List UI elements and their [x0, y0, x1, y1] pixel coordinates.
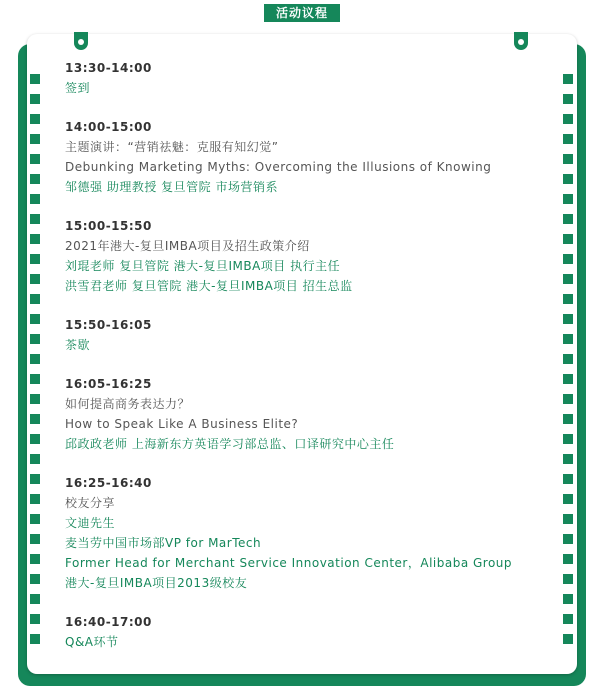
agenda-line: Q&A环节	[65, 635, 119, 649]
binding-mark-icon	[30, 634, 40, 644]
binding-mark-icon	[30, 214, 40, 224]
agenda-time: 16:40-17:00	[65, 615, 152, 629]
binding-mark-icon	[30, 314, 40, 324]
agenda-line: 港大-复旦IMBA项目2013级校友	[65, 576, 248, 590]
binding-mark-icon	[30, 394, 40, 404]
agenda-line: 校友分享	[65, 496, 116, 510]
binding-mark-icon	[30, 474, 40, 484]
agenda-time: 16:25-16:40	[65, 476, 152, 490]
agenda-line: 如何提高商务表达力？	[65, 397, 191, 411]
agenda-item	[65, 315, 570, 355]
binding-mark-icon	[30, 454, 40, 464]
binding-mark-icon	[30, 354, 40, 364]
agenda-item	[65, 473, 570, 593]
binding-mark-icon	[30, 594, 40, 604]
binding-mark-icon	[30, 614, 40, 624]
binding-mark-icon	[30, 134, 40, 144]
binding-mark-icon	[30, 554, 40, 564]
binding-mark-icon	[30, 114, 40, 124]
binding-mark-icon	[30, 334, 40, 344]
agenda-list	[65, 58, 570, 671]
binding-mark-icon	[30, 294, 40, 304]
agenda-item	[65, 612, 570, 652]
binding-mark-icon	[30, 254, 40, 264]
binding-mark-icon	[30, 414, 40, 424]
agenda-time: 15:50-16:05	[65, 318, 152, 332]
agenda-line: How to Speak Like A Business Elite?	[65, 417, 299, 431]
binding-mark-icon	[30, 94, 40, 104]
binding-mark-icon	[30, 174, 40, 184]
binding-mark-icon	[30, 534, 40, 544]
binding-mark-icon	[30, 574, 40, 584]
agenda-time: 13:30-14:00	[65, 61, 152, 75]
binding-mark-icon	[30, 194, 40, 204]
binder-ring-left-icon	[74, 32, 88, 50]
agenda-item	[65, 117, 570, 197]
binding-mark-icon	[30, 434, 40, 444]
binding-mark-icon	[30, 154, 40, 164]
binder-ring-right-icon	[514, 32, 528, 50]
agenda-time: 15:00-15:50	[65, 219, 152, 233]
binding-mark-icon	[30, 514, 40, 524]
left-binding-marks	[30, 74, 40, 654]
agenda-title: 活动议程	[264, 4, 340, 22]
agenda-line: 文迪先生	[65, 516, 116, 530]
agenda-item	[65, 374, 570, 454]
binding-mark-icon	[30, 494, 40, 504]
binding-mark-icon	[30, 274, 40, 284]
agenda-item	[65, 58, 570, 98]
agenda-line: 麦当劳中国市场部VP for MarTech	[65, 536, 262, 550]
agenda-line: Debunking Marketing Myths: Overcoming the Illusions of Knowing	[65, 160, 492, 174]
agenda-time: 16:05-16:25	[65, 377, 152, 391]
agenda-line: 茶歇	[65, 338, 91, 352]
agenda-line: 洪雪君老师 复旦管院 港大-复旦IMBA项目 招生总监	[65, 279, 353, 293]
agenda-item	[65, 216, 570, 296]
agenda-line: 邹德强 助理教授 复旦管院 市场营销系	[65, 180, 278, 194]
agenda-line: 2021年港大-复旦IMBA项目及招生政策介绍	[65, 239, 310, 253]
agenda-line: 签到	[65, 81, 91, 95]
binding-mark-icon	[30, 74, 40, 84]
agenda-time: 14:00-15:00	[65, 120, 152, 134]
binding-mark-icon	[30, 234, 40, 244]
agenda-line: Former Head for Merchant Service Innovation Center，Alibaba Group	[65, 556, 513, 570]
agenda-line: 主题演讲：“营销祛魅：克服有知幻觉”	[65, 140, 279, 154]
binding-mark-icon	[30, 374, 40, 384]
agenda-line: 邱政政老师 上海新东方英语学习部总监、口译研究中心主任	[65, 437, 395, 451]
agenda-line: 刘琨老师 复旦管院 港大-复旦IMBA项目 执行主任	[65, 259, 341, 273]
